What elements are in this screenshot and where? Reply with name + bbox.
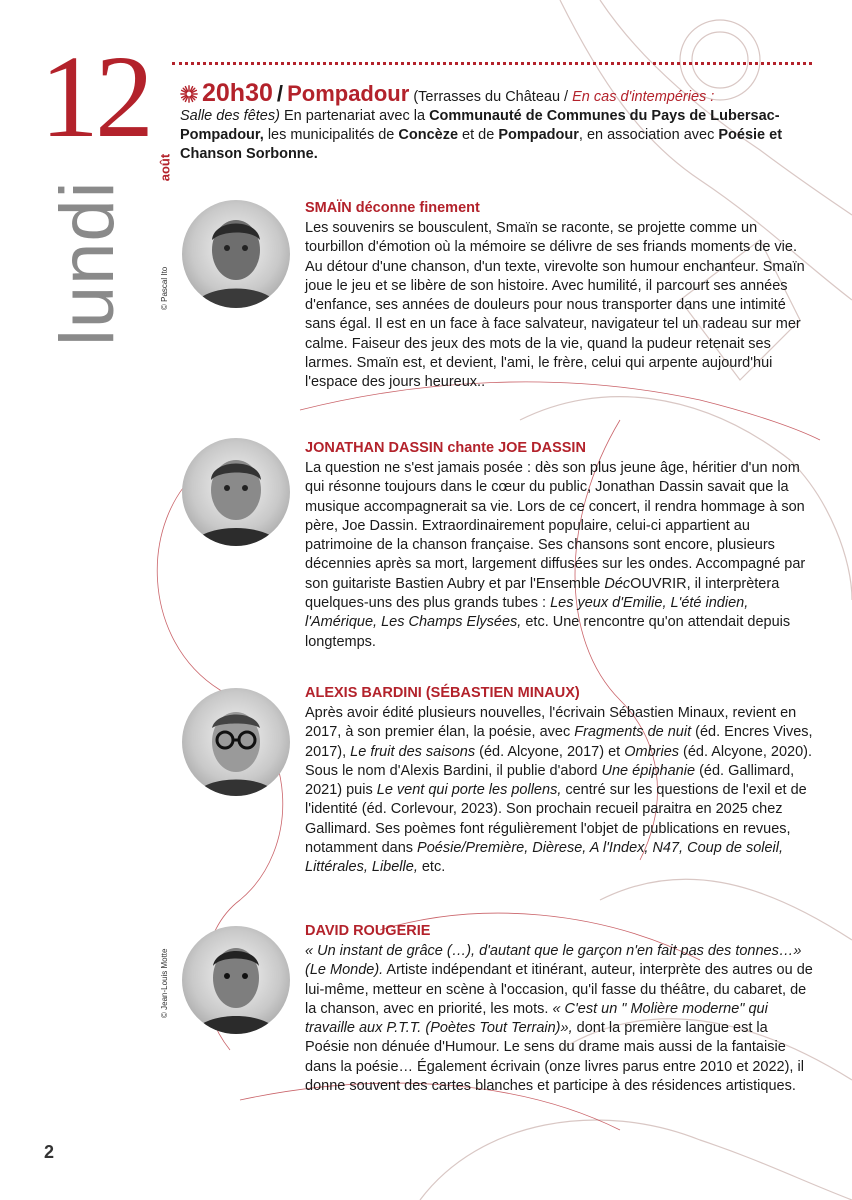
article-body: Les souvenirs se bousculent, Smaïn se raconte, se projette comme un tourbillon d'émotion où la mémoire se délivre de ses friands moments de vie. Au détour d'une chanson, d'un texte, virevolte son humour enchanteur. Smaïn joue le jeu et se libère de son histoire. Avec humilité, il parcourt ses années d'enfance, ses années de douleurs pour nous transporter dans une intimité sans égal. Il est en un face à face salvateur, navigateur tel un radeau sur mer calme. Faiseur des jeux des mots de la vie, quand la pudeur retenait ses larmes. Smaïn est, et devient, l'ami, le frère, celui qui arpente aujourd'hui l'espace des jours heureux.. [305,220,805,391]
town-pompadour: Pompadour [498,127,579,143]
bad-weather-note: En cas d'intempéries : [572,89,715,105]
portrait-david-rougerie [182,926,290,1034]
weekday-label: lundi [45,180,130,346]
month-label: août [157,153,173,182]
association-name: Poésie et Chanson Sorbonne. [180,127,783,162]
article-title: SMAÏN déconne finement [305,200,480,216]
dotted-divider [172,62,812,65]
partner-ccpl: Communauté de Communes du Pays de Lubersac-Pompadour, [180,108,780,143]
header-separator: / [276,81,284,106]
page-number: 2 [44,1142,55,1162]
partners-text: Salle des fêtes) En partenariat avec la Communauté de Communes du Pays de Lubersac-Pompadour, les municipalités de Concèze et de Pompadour, en association avec Poésie et Chanson Sorbonne. [180,108,783,162]
portrait-alexis-bardini [182,688,290,796]
portrait-smain [182,200,290,308]
article-title: ALEXIS BARDINI (SÉBASTIEN MINAUX) [305,685,580,701]
article-body: Après avoir édité plusieurs nouvelles, l'écrivain Sébastien Minaux, revient en 2017, à son premier élan, la poésie, avec Fragments de nuit (éd. Encres Vives, 2017), Le fruit des saisons (éd. Alcyone, 2017) et Ombries (éd. Alcyone, 2020). Sous le nom d'Alexis Bardini, il publie d'abord Une épiphanie (éd. Gallimard, 2021) puis Le vent qui porte les pollens, centré sur les questions de l'exil et de l'identité (éd. Corlevour, 2023). Son prochain recueil paraitra en 2025 chez Gallimard. Ses poèmes font régulièrement l'objet de publications en revues, notamment dans Poésie/Première, Dièrese, A l'Index, N47, Coup de soleil, Littérales, Libelle, etc. [305,705,813,876]
event-venue: Pompadour [287,81,410,106]
event-time: 20h30 [202,79,273,107]
article-alexis-bardini [305,684,813,878]
article-david-rougerie [305,922,813,1096]
fallback-venue: Salle des fêtes) [180,108,280,124]
article-smain [305,199,813,393]
photo-credit-1: © Pascal Ito [160,266,169,310]
article-body: « Un instant de grâce (…), d'autant que le garçon n'en fait pas des tonnes…» (Le Monde). Artiste indépendant et itinérant, auteur, interprète des autres ou de lui-même, metteur en scène à l'occasion, qu'il fasse du théâtre, du cabaret, de la chanson, avec en priorité, les mots. « C'est un " Molière moderne" qui travaille aux P.T.T. (Poètes Tout Terrain)», dont la première langue est la Poésie non dénuée d'Humour. Le sens du drame mais aussi de la fantaisie dans la poésie… Également écrivain (onze livres parus entre 2010 et 2022), il donne souvent des cartes blanches et participe à des résidences artistiques. [305,943,813,1095]
portrait-jonathan-dassin [182,438,290,546]
sun-icon [180,85,198,103]
article-title: JONATHAN DASSIN chante JOE DASSIN [305,440,586,456]
day-number: 12 [40,31,150,162]
town-concèze: Concèze [398,127,459,143]
article-body: La question ne s'est jamais posée : dès son plus jeune âge, héritier d'un nom qui résonne toujours dans le cœur du public, Jonathan Dassin savait que la musique accompagnerait sa vie. Lors de ce concert, il rendra hommage à son père, Joe Dassin. Extraordinairement populaire, celui-ci appartient au patrimoine de la chanson française. Ses chansons sont encore, plusieurs décennies après sa mort, largement diffusées sur les ondes. Accompagné par son guitariste Bastien Aubry et par l'Ensemble DécOUVRIR, il interprètera quelques-uns des plus grands tubes : Les yeux d'Emilie, L'été indien, l'Amérique, Les Champs Elysées, etc. Une rencontre qu'on attendait depuis longtemps. [305,460,806,650]
photo-credit-4: © Jean-Louis Motte [160,948,169,1018]
event-header-line [180,79,805,107]
article-title: DAVID ROUGERIE [305,923,431,939]
article-jonathan-dassin [305,439,813,652]
location-detail: (Terrasses du Château / [413,89,573,105]
event-header [180,79,805,164]
